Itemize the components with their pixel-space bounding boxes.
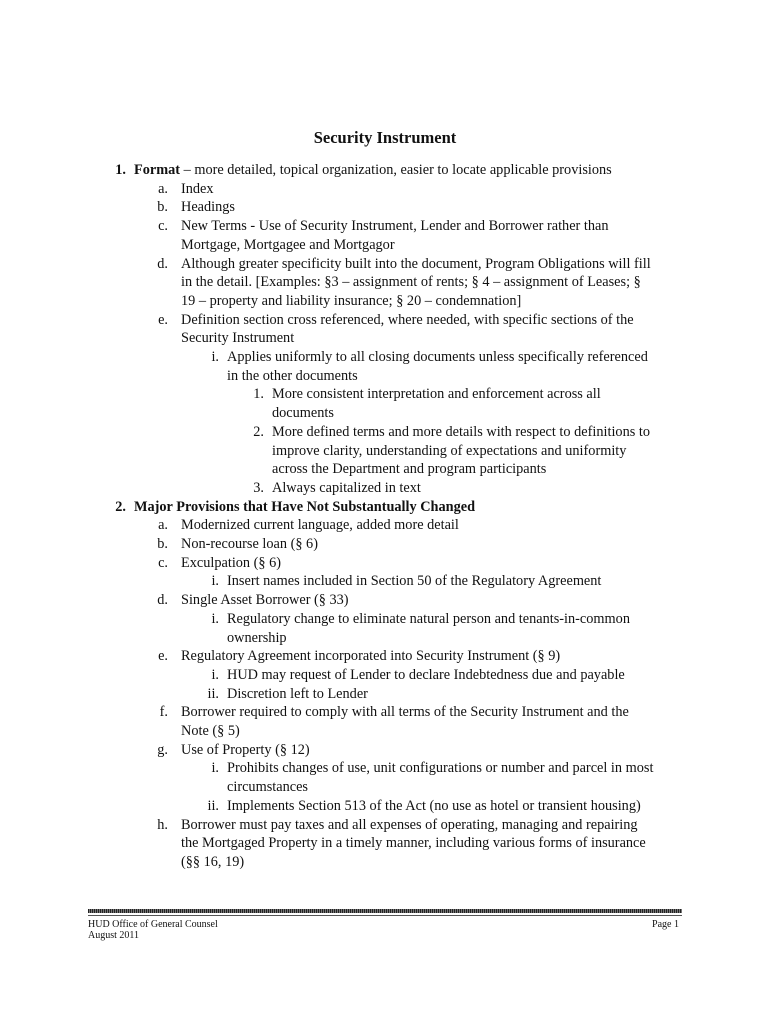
list-item-text: Insert names included in Section 50 of the Regulatory Agreement xyxy=(227,573,602,590)
list-item-text: documents xyxy=(272,405,334,422)
list-item-text: Note (§ 5) xyxy=(181,723,240,739)
footer-org: HUD Office of General Counsel xyxy=(88,919,218,930)
list-label: i. xyxy=(211,666,219,683)
footer-rule-thin xyxy=(88,915,682,916)
list-label: e. xyxy=(158,311,168,328)
list-item-text: Discretion left to Lender xyxy=(227,685,368,702)
list-item-text: Modernized current language, added more detail xyxy=(181,517,459,534)
list-label: i. xyxy=(211,610,219,627)
list-item-text: Use of Property (§ 12) xyxy=(181,741,310,758)
list-item-text: Regulatory Agreement incorporated into Security Instrument (§ 9) xyxy=(181,648,561,665)
list-item-text: More consistent interpretation and enforcement across all xyxy=(272,386,601,403)
section-heading xyxy=(134,161,612,179)
list-item-text: Prohibits changes of use, unit configurations or number and parcel in most xyxy=(227,760,654,777)
list-item-text: in the other documents xyxy=(227,367,358,384)
list-item-text: improve clarity, understanding of expectations and uniformity xyxy=(272,442,627,459)
list-item-text: Borrower must pay taxes and all expenses of operating, managing and repairing xyxy=(181,816,638,833)
list-label: 3. xyxy=(253,479,264,496)
list-item-text: Borrower required to comply with all terms of the Security Instrument and the xyxy=(181,704,629,721)
list-label: c. xyxy=(158,218,168,235)
list-item-text: Exculpation (§ 6) xyxy=(181,554,282,571)
list-item-text: (§§ 16, 19) xyxy=(181,853,245,870)
list-label: ii. xyxy=(207,797,219,814)
section-heading-title: Major Provisions that Have Not Substantually Changed xyxy=(134,498,476,515)
list-item-text: Although greater specificity built into the document, Program Obligations will fill xyxy=(181,255,651,272)
list-label: b. xyxy=(157,536,168,552)
section-heading-description: – more detailed, topical organization, easier to locate applicable provisions xyxy=(180,162,612,178)
list-label: d. xyxy=(157,255,168,272)
list-label: h. xyxy=(157,816,168,833)
list-item-text: Security Instrument xyxy=(181,330,295,347)
list-label: c. xyxy=(158,554,168,571)
footer-date: August 2011 xyxy=(88,930,140,941)
list-label: a. xyxy=(158,180,168,197)
list-label: a. xyxy=(158,517,168,534)
list-item-text: the Mortgaged Property in a timely manner, including various forms of insurance xyxy=(181,835,646,852)
list-item-text: Always capitalized in text xyxy=(272,479,421,496)
list-label: b. xyxy=(157,199,168,216)
list-label: f. xyxy=(159,704,168,721)
section-heading xyxy=(134,498,475,516)
list-item-text: Regulatory change to eliminate natural person and tenants-in-common xyxy=(227,610,630,627)
list-item-text: HUD may request of Lender to declare Indebtedness due and payable xyxy=(227,666,625,683)
list-item-text: ownership xyxy=(227,629,287,646)
list-item-text: Implements Section 513 of the Act (no use as hotel or transient housing) xyxy=(227,797,641,814)
list-label: d. xyxy=(157,592,168,609)
footer-page-number: Page 1 xyxy=(652,919,679,930)
list-item-text: Definition section cross referenced, where needed, with specific sections of the xyxy=(181,311,634,328)
list-item-text: New Terms - Use of Security Instrument, Lender and Borrower rather than xyxy=(181,218,609,235)
footer-rule xyxy=(88,909,682,913)
list-label: 1. xyxy=(253,386,264,403)
list-item-text: circumstances xyxy=(227,779,308,796)
list-label: i. xyxy=(211,573,219,590)
list-item-text: 19 – property and liability insurance; § 20 – condemnation] xyxy=(181,292,522,309)
list-item-text: across the Department and program participants xyxy=(272,461,547,478)
list-item-text: Single Asset Borrower (§ 33) xyxy=(181,592,349,609)
list-item-text: Mortgage, Mortgagee and Mortgagor xyxy=(181,236,395,253)
document-title: Security Instrument xyxy=(313,128,457,147)
list-label: 1. xyxy=(115,162,126,178)
list-item-text: Non-recourse loan (§ 6) xyxy=(181,536,318,552)
list-label: i. xyxy=(211,760,219,777)
list-label: ii. xyxy=(207,685,219,702)
list-item-text: Applies uniformly to all closing documents unless specifically referenced xyxy=(227,349,648,365)
list-label: g. xyxy=(157,741,168,758)
list-label: e. xyxy=(158,648,168,665)
list-item-text: More defined terms and more details with respect to definitions to xyxy=(272,423,650,440)
list-label: i. xyxy=(211,349,219,365)
list-item-text: in the detail. [Examples: §3 – assignment of rents; § 4 – assignment of Leases; § xyxy=(181,274,641,291)
section-heading-title: Format xyxy=(134,162,181,178)
list-item-text: Index xyxy=(181,180,214,197)
list-label: 2. xyxy=(253,423,264,440)
list-label: 2. xyxy=(115,498,126,515)
list-item-text: Headings xyxy=(181,199,235,216)
